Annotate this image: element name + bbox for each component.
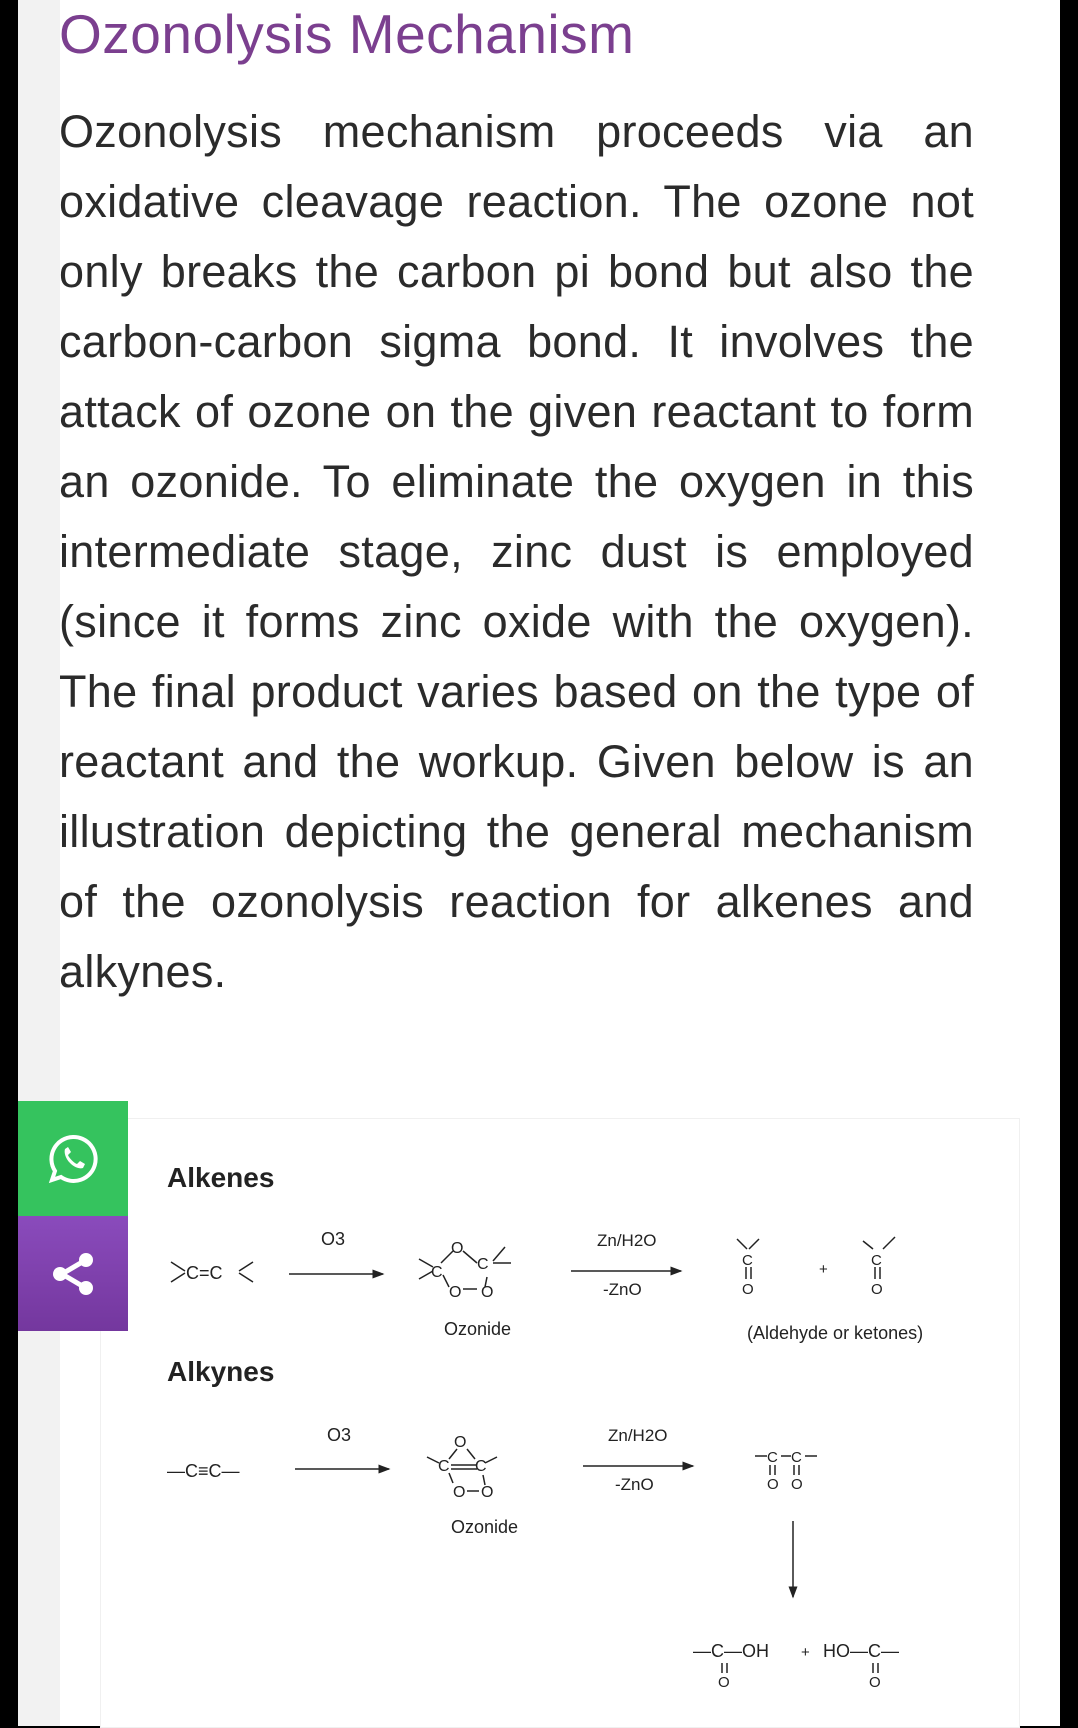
alkene-intermediate-label: Ozonide	[444, 1319, 512, 1339]
alkyne-product-left-oxygen: O	[718, 1674, 730, 1691]
alkene-reagent: O3	[321, 1229, 346, 1249]
alkyne-workup-top: Zn/H2O	[608, 1426, 668, 1445]
alkyne-workup-bottom: -ZnO	[615, 1475, 654, 1494]
alkene-product-left-carbon: C	[742, 1252, 753, 1269]
article-title: Ozonolysis Mechanism	[59, 3, 635, 65]
ozonide-carbon-left: C	[431, 1264, 443, 1281]
ozonide-oxygen-top: O	[451, 1240, 464, 1257]
alkene-product-plus: +	[819, 1261, 828, 1278]
alkyne-ozonide-oxygen-bottom-left: O	[453, 1484, 466, 1501]
alkyne-reagent: O3	[327, 1425, 352, 1445]
ozonide-carbon-right: C	[477, 1256, 489, 1273]
alkenes-heading: Alkenes	[167, 1162, 275, 1193]
alkyne-product-right-oxygen: O	[869, 1674, 881, 1691]
alkene-workup-bottom: -ZnO	[603, 1280, 642, 1299]
mechanism-figure	[100, 1118, 1020, 1728]
alkyne-ozonide-oxygen-top: O	[454, 1434, 467, 1451]
whatsapp-icon	[47, 1133, 99, 1185]
article-paragraph: Ozonolysis mechanism proceeds via an oxidative cleavage reaction. The ozone not only breaks the carbon pi bond but also the carbon-carbon sigma bond. It involves the attack of ozone on the given reactant to form an ozonide. To eliminate the oxygen in this intermediate stage, zinc dust is employed (since it forms zinc oxide with the oxygen). The final product varies based on the type of reactant and the workup. Given below is an illustration depicting the general mechanism of the ozonolysis reaction for alkenes and alkynes.	[59, 106, 974, 997]
alkene-reactant-text: C=C	[186, 1263, 223, 1283]
alkyne-product-right: HO—C—	[823, 1641, 899, 1661]
share-icon	[48, 1249, 98, 1299]
alkyne-diketone	[755, 1456, 817, 1475]
mechanism-diagram	[101, 1119, 1019, 1727]
diketone-oxygen-right: O	[791, 1476, 803, 1493]
alkene-product-label: (Aldehyde or ketones)	[747, 1323, 924, 1343]
share-button[interactable]	[18, 1216, 128, 1331]
alkene-product-right-carbon: C	[871, 1252, 882, 1269]
diketone-oxygen-left: O	[767, 1476, 779, 1493]
alkyne-reactant: —C≡C—	[167, 1461, 240, 1481]
alkyne-ozonide-carbon-left: C	[438, 1458, 450, 1475]
alkyne-intermediate-label: Ozonide	[451, 1517, 519, 1537]
alkyne-ozonide-carbon-right: C	[475, 1458, 487, 1475]
alkyne-product-plus: +	[801, 1644, 810, 1661]
ozonide-oxygen-bottom-left: O	[449, 1284, 462, 1301]
alkyne-ozonide-oxygen-bottom-right: O	[481, 1484, 494, 1501]
alkene-product-right-oxygen: O	[871, 1281, 883, 1298]
alkynes-heading: Alkynes	[167, 1356, 275, 1387]
alkene-reactant	[171, 1262, 253, 1283]
floating-share-bar	[18, 1101, 128, 1331]
ozonide-oxygen-bottom-right: O	[481, 1284, 494, 1301]
alkyne-product-left: —C—OH	[693, 1641, 769, 1661]
diketone-carbon-right: C	[791, 1449, 802, 1466]
alkene-workup-top: Zn/H2O	[597, 1231, 657, 1250]
alkyne-product-right-carbonyl	[873, 1663, 878, 1673]
whatsapp-share-button[interactable]	[18, 1101, 128, 1216]
alkene-product-left-oxygen: O	[742, 1281, 754, 1298]
diketone-carbon-left: C	[767, 1449, 778, 1466]
alkyne-product-left-carbonyl	[722, 1663, 727, 1673]
